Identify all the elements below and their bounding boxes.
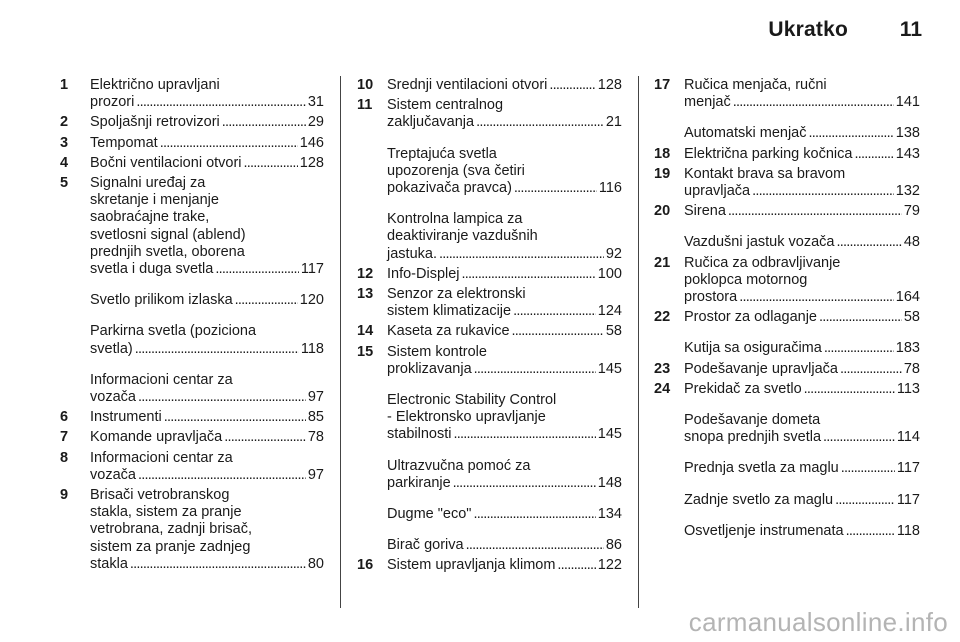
entry-text-line: Ultrazvučna pomoć za [387, 457, 531, 474]
entry-text-line: sistem klimatizacije [387, 303, 512, 320]
column-divider [340, 76, 341, 608]
index-entry [654, 309, 920, 326]
leader-dots [464, 537, 604, 554]
index-entry [60, 175, 324, 278]
entry-text-line: svetla) [90, 340, 133, 357]
leader-dots [134, 94, 306, 111]
leader-dots [844, 523, 895, 540]
index-entry [60, 450, 324, 484]
index-entry [654, 361, 920, 378]
entry-last-line [387, 114, 622, 131]
entry-text-line: Električna parking kočnica [684, 145, 853, 162]
leader-dots [817, 309, 902, 326]
entry-last-line [90, 467, 324, 484]
page-reference: 29 [307, 114, 324, 131]
entry-text-line: menjač [684, 94, 731, 111]
entry-text-line: Ručica za odbravljivanje [684, 254, 841, 271]
entry-last-line [684, 429, 920, 446]
item-number: 21 [654, 254, 671, 271]
entry-text-line: Zadnje svetlo za maglu [684, 491, 834, 508]
page-reference: 128 [597, 77, 622, 93]
entry-last-line [387, 506, 622, 523]
leader-dots [839, 460, 895, 477]
page-reference: 117 [300, 261, 324, 278]
index-entry [357, 557, 622, 574]
entry-text-line: skretanje i menjanje [90, 192, 219, 209]
entry-last-line [684, 460, 920, 477]
item-number: 23 [654, 360, 671, 377]
entry-text-line: Prekidač za svetlo [684, 380, 802, 397]
leader-dots [133, 341, 299, 358]
item-number: 16 [357, 557, 374, 574]
index-column-1 [60, 77, 324, 576]
entry-text-line: Bočni ventilacioni otvori [90, 154, 242, 171]
entry-last-line [90, 389, 324, 406]
leader-dots [158, 135, 298, 152]
entry-last-line [90, 135, 324, 152]
entry-last-line [684, 381, 920, 398]
entry-last-line [387, 266, 622, 283]
index-entry [654, 203, 920, 220]
entry-text-line: Spoljašnji retrovizori [90, 114, 220, 131]
item-number: 22 [654, 309, 671, 326]
page-reference: 85 [307, 409, 324, 426]
page-reference: 118 [896, 522, 920, 539]
page-reference: 80 [307, 555, 324, 572]
leader-dots [726, 203, 902, 220]
item-number: 20 [654, 203, 671, 220]
index-entry [357, 537, 622, 554]
item-number: 18 [654, 145, 671, 162]
entry-last-line [684, 492, 920, 509]
page-reference: 100 [597, 265, 622, 282]
leader-dots [510, 323, 604, 340]
page-reference: 97 [307, 466, 324, 483]
leader-dots [471, 506, 595, 523]
page-reference: 124 [597, 303, 622, 320]
item-number: 3 [60, 134, 69, 151]
entry-text-line: Svetlo prilikom izlaska [90, 292, 233, 309]
entry-text-line: pokazivača pravca) [387, 180, 512, 197]
entry-last-line [90, 429, 324, 446]
index-entry [60, 409, 324, 426]
entry-text-line: Signalni uređaj za [90, 175, 206, 192]
leader-dots [222, 429, 306, 446]
page-reference: 78 [903, 360, 920, 377]
leader-dots [834, 234, 901, 251]
entry-text-line: Kontrolna lampica za [387, 211, 523, 228]
page-reference: 21 [605, 114, 622, 131]
index-entry [357, 392, 622, 444]
leader-dots [472, 361, 596, 378]
entry-last-line [684, 203, 920, 220]
leader-dots [451, 426, 595, 443]
entry-text-line: Sistem centralnog [387, 97, 504, 114]
page-reference: 114 [896, 429, 920, 446]
entry-text-line: Birač goriva [387, 537, 464, 554]
entry-last-line [684, 340, 920, 357]
item-number: 12 [357, 265, 374, 282]
page-reference: 116 [598, 180, 622, 197]
entry-text-line: Sistem kontrole [387, 343, 487, 360]
page-reference: 148 [597, 474, 622, 491]
leader-dots [852, 146, 893, 163]
entry-text-line: Instrumenti [90, 409, 162, 426]
page-reference: 48 [903, 234, 920, 251]
entry-last-line [387, 537, 622, 554]
index-entry [357, 286, 622, 320]
entry-text-line: Ručica menjača, ručni [684, 77, 827, 93]
entry-text-line: stabilnosti [387, 426, 452, 443]
entry-text-line: saobraćajne trake, [90, 209, 210, 226]
index-entry [60, 135, 324, 152]
entry-text-line: proklizavanja [387, 360, 472, 377]
entry-last-line [684, 125, 920, 142]
entry-last-line [90, 261, 324, 278]
leader-dots [474, 114, 604, 131]
entry-text-line: jastuka. [387, 245, 437, 262]
index-entry [654, 146, 920, 163]
entry-last-line [90, 292, 324, 309]
index-entry [60, 114, 324, 131]
entry-text-line: deaktiviranje vazdušnih [387, 228, 538, 245]
page-reference: 134 [597, 506, 622, 523]
entry-text-line: vozača [90, 389, 136, 406]
page-reference: 122 [597, 557, 622, 574]
index-entry [654, 381, 920, 398]
index-entry [357, 506, 622, 523]
leader-dots [242, 155, 298, 172]
entry-last-line [90, 94, 324, 111]
index-entry [60, 155, 324, 172]
index-entry [654, 523, 920, 540]
entry-last-line [684, 94, 920, 111]
entry-text-line: prozori [90, 94, 135, 111]
entry-text-line: svetla i duga svetla [90, 261, 214, 278]
entry-text-line: Electronic Stability Control [387, 392, 557, 409]
entry-text-line: Srednji ventilacioni otvori [387, 77, 548, 93]
item-number: 14 [357, 323, 374, 340]
entry-text-line: Osvetljenje instrumenata [684, 522, 844, 539]
leader-dots [802, 381, 895, 398]
index-entry [357, 146, 622, 198]
page-reference: 132 [895, 183, 920, 200]
item-number: 13 [357, 286, 374, 303]
leader-dots [213, 261, 299, 278]
entry-last-line [387, 77, 622, 94]
entry-text-line: Prednja svetla za maglu [684, 460, 839, 477]
entry-last-line [387, 361, 622, 378]
leader-dots [822, 340, 894, 357]
leader-dots [833, 492, 895, 509]
index-entry [60, 372, 324, 406]
index-column-2 [357, 77, 622, 578]
leader-dots [731, 94, 894, 111]
leader-dots [233, 292, 298, 309]
page-reference: 118 [300, 340, 324, 357]
index-entry [654, 255, 920, 307]
entry-text-line: parkiranje [387, 474, 451, 491]
entry-text-line: Info-Displej [387, 265, 460, 282]
entry-text-line: Kaseta za rukavice [387, 323, 510, 340]
item-number: 8 [60, 449, 69, 466]
leader-dots [451, 475, 596, 492]
entry-last-line [387, 426, 622, 443]
index-entry [357, 211, 622, 263]
entry-text-line: Prostor za odlaganje [684, 309, 817, 326]
item-number: 11 [357, 97, 373, 114]
entry-text-line: Automatski menjač [684, 125, 807, 142]
page-reference: 117 [896, 491, 920, 508]
index-entry [654, 77, 920, 111]
page-reference: 138 [895, 125, 920, 142]
watermark: carmanualsonline.info [688, 607, 948, 637]
entry-text-line: Komande upravljača [90, 429, 223, 446]
entry-last-line [90, 155, 324, 172]
item-number: 24 [654, 380, 671, 397]
leader-dots [437, 246, 604, 263]
entry-text-line: upravljača [684, 183, 751, 200]
entry-last-line [90, 341, 324, 358]
item-number: 2 [60, 114, 69, 131]
page-title: Ukratko [768, 18, 848, 41]
index-entry [357, 344, 622, 378]
index-entry [357, 77, 622, 94]
entry-last-line [684, 523, 920, 540]
page-reference: 58 [605, 323, 622, 340]
page-reference: 183 [895, 340, 920, 357]
entry-last-line [90, 409, 324, 426]
item-number: 17 [654, 77, 671, 93]
entry-last-line [387, 180, 622, 197]
entry-last-line [387, 475, 622, 492]
entry-text-line: Kontakt brava sa bravom [684, 165, 846, 182]
entry-last-line [684, 361, 920, 378]
item-number: 6 [60, 409, 69, 426]
entry-text-line: prostora [684, 289, 738, 306]
leader-dots [128, 556, 306, 573]
entry-text-line: Informacioni centar za [90, 371, 233, 388]
page-reference: 143 [895, 145, 920, 162]
page-reference: 97 [307, 389, 324, 406]
page-header [0, 0, 960, 60]
entry-last-line [90, 114, 324, 131]
index-entry [60, 292, 324, 309]
leader-dots [547, 77, 595, 94]
entry-last-line [684, 234, 920, 251]
entry-text-line: Sirena [684, 203, 726, 220]
page-reference: 164 [895, 289, 920, 306]
index-entry [60, 429, 324, 446]
entry-last-line [387, 557, 622, 574]
page-reference: 141 [895, 94, 920, 111]
item-number: 9 [60, 487, 69, 504]
leader-dots [807, 125, 894, 142]
item-number: 1 [60, 77, 69, 93]
column-divider [638, 76, 639, 608]
item-number: 15 [357, 343, 374, 360]
page-reference: 117 [896, 460, 920, 477]
page-reference: 128 [299, 154, 324, 171]
leader-dots [750, 183, 894, 200]
entry-text-line: stakla [90, 555, 128, 572]
entry-last-line [684, 183, 920, 200]
entry-last-line [387, 323, 622, 340]
entry-last-line [684, 146, 920, 163]
entry-text-line: Podešavanje dometa [684, 412, 821, 429]
index-entry [654, 234, 920, 251]
entry-text-line: zaključavanja [387, 114, 475, 131]
entry-last-line [684, 309, 920, 326]
entry-text-line: Brisači vetrobranskog [90, 487, 230, 504]
leader-dots [460, 266, 596, 283]
entry-text-line: Vazdušni jastuk vozača [684, 234, 835, 251]
leader-dots [737, 289, 894, 306]
item-number: 19 [654, 165, 671, 182]
page-reference: 145 [597, 360, 622, 377]
entry-text-line: Informacioni centar za [90, 449, 233, 466]
item-number: 4 [60, 154, 69, 171]
leader-dots [838, 361, 902, 378]
leader-dots [555, 557, 595, 574]
leader-dots [162, 409, 306, 426]
entry-last-line [387, 246, 622, 263]
leader-dots [512, 180, 597, 197]
item-number: 5 [60, 175, 69, 192]
item-number: 7 [60, 429, 69, 446]
entry-text-line: - Elektronsko upravljanje [387, 409, 546, 426]
entry-text-line: poklopca motornog [684, 271, 808, 288]
page-reference: 79 [903, 203, 920, 220]
index-entry [357, 458, 622, 492]
leader-dots [821, 429, 895, 446]
entry-text-line: prednjih svetla, oborena [90, 243, 245, 260]
entry-last-line [387, 303, 622, 320]
entry-text-line: Dugme "eco" [387, 506, 472, 523]
entry-text-line: Električno upravljani [90, 77, 220, 93]
entry-text-line: vetrobrana, zadnji brisač, [90, 521, 252, 538]
entry-text-line: sistem za pranje zadnjeg [90, 538, 251, 555]
index-entry [357, 97, 622, 131]
entry-text-line: Kutija sa osiguračima [684, 340, 822, 357]
entry-text-line: snopa prednjih svetla [684, 429, 822, 446]
index-entry [60, 323, 324, 357]
page-reference: 146 [299, 134, 324, 151]
page-reference: 58 [903, 309, 920, 326]
entry-last-line [90, 556, 324, 573]
entry-text-line: Podešavanje upravljača [684, 360, 838, 377]
entry-text-line: svetlosni signal (ablend) [90, 226, 246, 243]
entry-text-line: Tempomat [90, 134, 158, 151]
entry-text-line: Parkirna svetla (poziciona [90, 323, 257, 340]
index-entry [60, 487, 324, 573]
page-reference: 92 [605, 245, 622, 262]
page-reference: 78 [307, 429, 324, 446]
entry-text-line: Sistem upravljanja klimom [387, 557, 556, 574]
entry-text-line: upozorenja (sva četiri [387, 162, 525, 179]
index-entry [654, 340, 920, 357]
index-entry [357, 266, 622, 283]
index-entry [60, 77, 324, 111]
entry-text-line: stakla, sistem za pranje [90, 504, 242, 521]
index-entry [654, 492, 920, 509]
index-entry [654, 412, 920, 446]
page-reference: 145 [597, 426, 622, 443]
entry-last-line [684, 289, 920, 306]
entry-text-line: vozača [90, 466, 136, 483]
page-reference: 86 [605, 537, 622, 554]
index-column-3 [654, 77, 920, 543]
index-entry [654, 460, 920, 477]
item-number: 10 [357, 77, 374, 93]
leader-dots [136, 389, 306, 406]
leader-dots [511, 303, 596, 320]
leader-dots [220, 114, 306, 131]
page-reference: 113 [896, 380, 920, 397]
index-entry [357, 323, 622, 340]
page-number: 11 [899, 18, 922, 41]
index-entry [654, 166, 920, 200]
page-reference: 31 [307, 94, 324, 111]
index-entry [654, 125, 920, 142]
entry-text-line: Senzor za elektronski [387, 286, 526, 303]
entry-text-line: Treptajuća svetla [387, 145, 497, 162]
leader-dots [136, 467, 306, 484]
page-reference: 120 [299, 292, 324, 309]
